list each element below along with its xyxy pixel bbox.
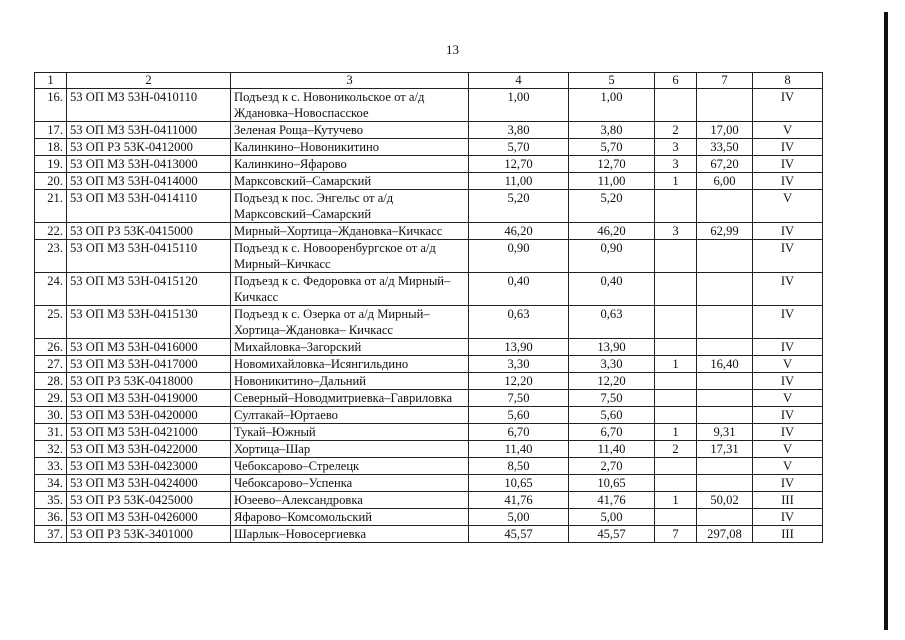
amount-value [697,390,753,407]
row-number: 22. [35,223,67,240]
length-value: 0,90 [569,240,655,273]
table-row [35,122,823,139]
table-row [35,223,823,240]
length-total: 5,70 [469,139,569,156]
length-total: 45,57 [469,526,569,543]
category-value: V [753,441,823,458]
amount-value [697,240,753,273]
count-value: 2 [655,441,697,458]
count-value: 1 [655,424,697,441]
row-number: 26. [35,339,67,356]
row-number: 34. [35,475,67,492]
road-name: Северный–Новодмитриевка–Гавриловка [231,390,469,407]
length-total: 0,63 [469,306,569,339]
road-code: 53 ОП МЗ 53Н-0414110 [67,190,231,223]
road-code: 53 ОП МЗ 53Н-0413000 [67,156,231,173]
row-number: 36. [35,509,67,526]
length-value: 0,40 [569,273,655,306]
length-total: 8,50 [469,458,569,475]
length-total: 3,80 [469,122,569,139]
row-number: 37. [35,526,67,543]
length-value: 3,30 [569,356,655,373]
table-row [35,139,823,156]
length-value: 7,50 [569,390,655,407]
category-value: V [753,390,823,407]
road-name: Султакай–Юртаево [231,407,469,424]
length-total: 0,40 [469,273,569,306]
column-header: 5 [569,73,655,89]
count-value: 2 [655,122,697,139]
road-table [34,72,823,543]
table-row [35,173,823,190]
amount-value: 67,20 [697,156,753,173]
table-row [35,441,823,458]
length-total: 7,50 [469,390,569,407]
length-total: 6,70 [469,424,569,441]
count-value [655,509,697,526]
road-code: 53 ОП РЗ 53К-0412000 [67,139,231,156]
road-code: 53 ОП МЗ 53Н-0415130 [67,306,231,339]
category-value: IV [753,139,823,156]
row-number: 29. [35,390,67,407]
amount-value: 9,31 [697,424,753,441]
length-value: 46,20 [569,223,655,240]
road-name: Шарлык–Новосергиевка [231,526,469,543]
road-name: Хортица–Шар [231,441,469,458]
road-name: Подъезд к с. Новоникольское от а/д Ждановка–Новоспасское [231,89,469,122]
table-row [35,407,823,424]
road-name: Подъезд к с. Озерка от а/д Мирный–Хортица–Ждановка– Кичкасс [231,306,469,339]
road-name: Зеленая Роща–Кутучево [231,122,469,139]
category-value: IV [753,89,823,122]
category-value: IV [753,509,823,526]
column-header: 2 [67,73,231,89]
row-number: 24. [35,273,67,306]
road-name: Подъезд к с. Федоровка от а/д Мирный–Кичкасс [231,273,469,306]
road-code: 53 ОП МЗ 53Н-0420000 [67,407,231,424]
category-value: V [753,458,823,475]
length-total: 5,20 [469,190,569,223]
road-name: Марксовский–Самарский [231,173,469,190]
category-value: IV [753,339,823,356]
amount-value [697,407,753,424]
road-name: Чебоксарово–Успенка [231,475,469,492]
length-total: 13,90 [469,339,569,356]
length-total: 12,20 [469,373,569,390]
count-value [655,339,697,356]
road-code: 53 ОП МЗ 53Н-0415110 [67,240,231,273]
row-number: 23. [35,240,67,273]
road-name: Михайловка–Загорский [231,339,469,356]
category-value: IV [753,407,823,424]
road-code: 53 ОП РЗ 53К-0415000 [67,223,231,240]
category-value: IV [753,223,823,240]
road-name: Новоникитино–Дальний [231,373,469,390]
length-value: 11,40 [569,441,655,458]
table-row [35,240,823,273]
table-row [35,526,823,543]
road-name: Мирный–Хортица–Ждановка–Кичкасс [231,223,469,240]
road-code: 53 ОП МЗ 53Н-0414000 [67,173,231,190]
row-number: 21. [35,190,67,223]
road-name: Подъезд к с. Новооренбургское от а/д Мирный–Кичкасс [231,240,469,273]
road-name: Калинкино–Новоникитино [231,139,469,156]
road-code: 53 ОП РЗ 53К-3401000 [67,526,231,543]
length-value: 45,57 [569,526,655,543]
amount-value: 6,00 [697,173,753,190]
amount-value [697,306,753,339]
row-number: 32. [35,441,67,458]
length-value: 2,70 [569,458,655,475]
table-row [35,390,823,407]
road-code: 53 ОП МЗ 53Н-0410110 [67,89,231,122]
row-number: 25. [35,306,67,339]
row-number: 31. [35,424,67,441]
table-row [35,339,823,356]
amount-value: 297,08 [697,526,753,543]
column-header: 4 [469,73,569,89]
table-row [35,190,823,223]
row-number: 16. [35,89,67,122]
count-value: 1 [655,356,697,373]
amount-value [697,273,753,306]
length-value: 5,20 [569,190,655,223]
length-value: 5,70 [569,139,655,156]
count-value [655,458,697,475]
header-row [35,73,823,89]
count-value [655,390,697,407]
length-value: 10,65 [569,475,655,492]
table-row [35,458,823,475]
count-value: 3 [655,156,697,173]
row-number: 20. [35,173,67,190]
amount-value: 33,50 [697,139,753,156]
count-value [655,407,697,424]
category-value: IV [753,173,823,190]
road-name: Юзеево–Александровка [231,492,469,509]
category-value: IV [753,156,823,173]
count-value [655,190,697,223]
road-code: 53 ОП МЗ 53Н-0426000 [67,509,231,526]
amount-value [697,373,753,390]
row-number: 33. [35,458,67,475]
length-value: 13,90 [569,339,655,356]
amount-value: 62,99 [697,223,753,240]
row-number: 28. [35,373,67,390]
table-row [35,475,823,492]
road-code: 53 ОП МЗ 53Н-0424000 [67,475,231,492]
amount-value: 17,00 [697,122,753,139]
table-row [35,373,823,390]
count-value [655,475,697,492]
length-value: 12,70 [569,156,655,173]
table-row [35,156,823,173]
column-header: 6 [655,73,697,89]
table-row [35,509,823,526]
road-name: Чебоксарово–Стрелецк [231,458,469,475]
row-number: 18. [35,139,67,156]
count-value [655,240,697,273]
road-name: Калинкино–Яфарово [231,156,469,173]
length-total: 11,00 [469,173,569,190]
table-body [35,89,823,543]
category-value: V [753,356,823,373]
count-value: 3 [655,139,697,156]
length-value: 5,60 [569,407,655,424]
road-code: 53 ОП РЗ 53К-0425000 [67,492,231,509]
amount-value [697,458,753,475]
length-value: 41,76 [569,492,655,509]
row-number: 35. [35,492,67,509]
length-total: 0,90 [469,240,569,273]
table-row [35,356,823,373]
table-row [35,424,823,441]
length-value: 1,00 [569,89,655,122]
amount-value [697,339,753,356]
row-number: 27. [35,356,67,373]
amount-value [697,89,753,122]
length-total: 5,60 [469,407,569,424]
category-value: IV [753,273,823,306]
amount-value [697,475,753,492]
column-header: 3 [231,73,469,89]
amount-value: 16,40 [697,356,753,373]
length-total: 3,30 [469,356,569,373]
length-value: 3,80 [569,122,655,139]
road-code: 53 ОП МЗ 53Н-0419000 [67,390,231,407]
category-value: IV [753,475,823,492]
scan-edge-bar [884,12,888,630]
road-code: 53 ОП РЗ 53К-0418000 [67,373,231,390]
road-code: 53 ОП МЗ 53Н-0415120 [67,273,231,306]
category-value: V [753,190,823,223]
table-row [35,273,823,306]
count-value: 7 [655,526,697,543]
length-total: 10,65 [469,475,569,492]
category-value: IV [753,240,823,273]
category-value: III [753,492,823,509]
length-value: 12,20 [569,373,655,390]
road-code: 53 ОП МЗ 53Н-0422000 [67,441,231,458]
column-header: 7 [697,73,753,89]
road-name: Новомихайловка–Исянгильдино [231,356,469,373]
length-total: 11,40 [469,441,569,458]
count-value [655,373,697,390]
count-value [655,306,697,339]
amount-value [697,190,753,223]
table-row [35,306,823,339]
table-row [35,492,823,509]
category-value: IV [753,373,823,390]
table-row [35,89,823,122]
length-total: 1,00 [469,89,569,122]
count-value [655,273,697,306]
category-value: IV [753,424,823,441]
row-number: 17. [35,122,67,139]
road-code: 53 ОП МЗ 53Н-0417000 [67,356,231,373]
road-code: 53 ОП МЗ 53Н-0416000 [67,339,231,356]
category-value: V [753,122,823,139]
length-total: 41,76 [469,492,569,509]
length-value: 0,63 [569,306,655,339]
length-total: 5,00 [469,509,569,526]
road-name: Тукай–Южный [231,424,469,441]
road-name: Подъезд к пос. Энгельс от а/д Марксовский–Самарский [231,190,469,223]
length-total: 12,70 [469,156,569,173]
count-value: 1 [655,173,697,190]
amount-value [697,509,753,526]
category-value: III [753,526,823,543]
road-name: Яфарово–Комсомольский [231,509,469,526]
category-value: IV [753,306,823,339]
column-header: 8 [753,73,823,89]
page-number: 13 [446,42,459,57]
count-value: 3 [655,223,697,240]
amount-value: 17,31 [697,441,753,458]
length-value: 5,00 [569,509,655,526]
column-header: 1 [35,73,67,89]
count-value: 1 [655,492,697,509]
amount-value: 50,02 [697,492,753,509]
count-value [655,89,697,122]
length-value: 6,70 [569,424,655,441]
length-value: 11,00 [569,173,655,190]
road-code: 53 ОП МЗ 53Н-0421000 [67,424,231,441]
road-code: 53 ОП МЗ 53Н-0411000 [67,122,231,139]
road-code: 53 ОП МЗ 53Н-0423000 [67,458,231,475]
row-number: 30. [35,407,67,424]
length-total: 46,20 [469,223,569,240]
row-number: 19. [35,156,67,173]
